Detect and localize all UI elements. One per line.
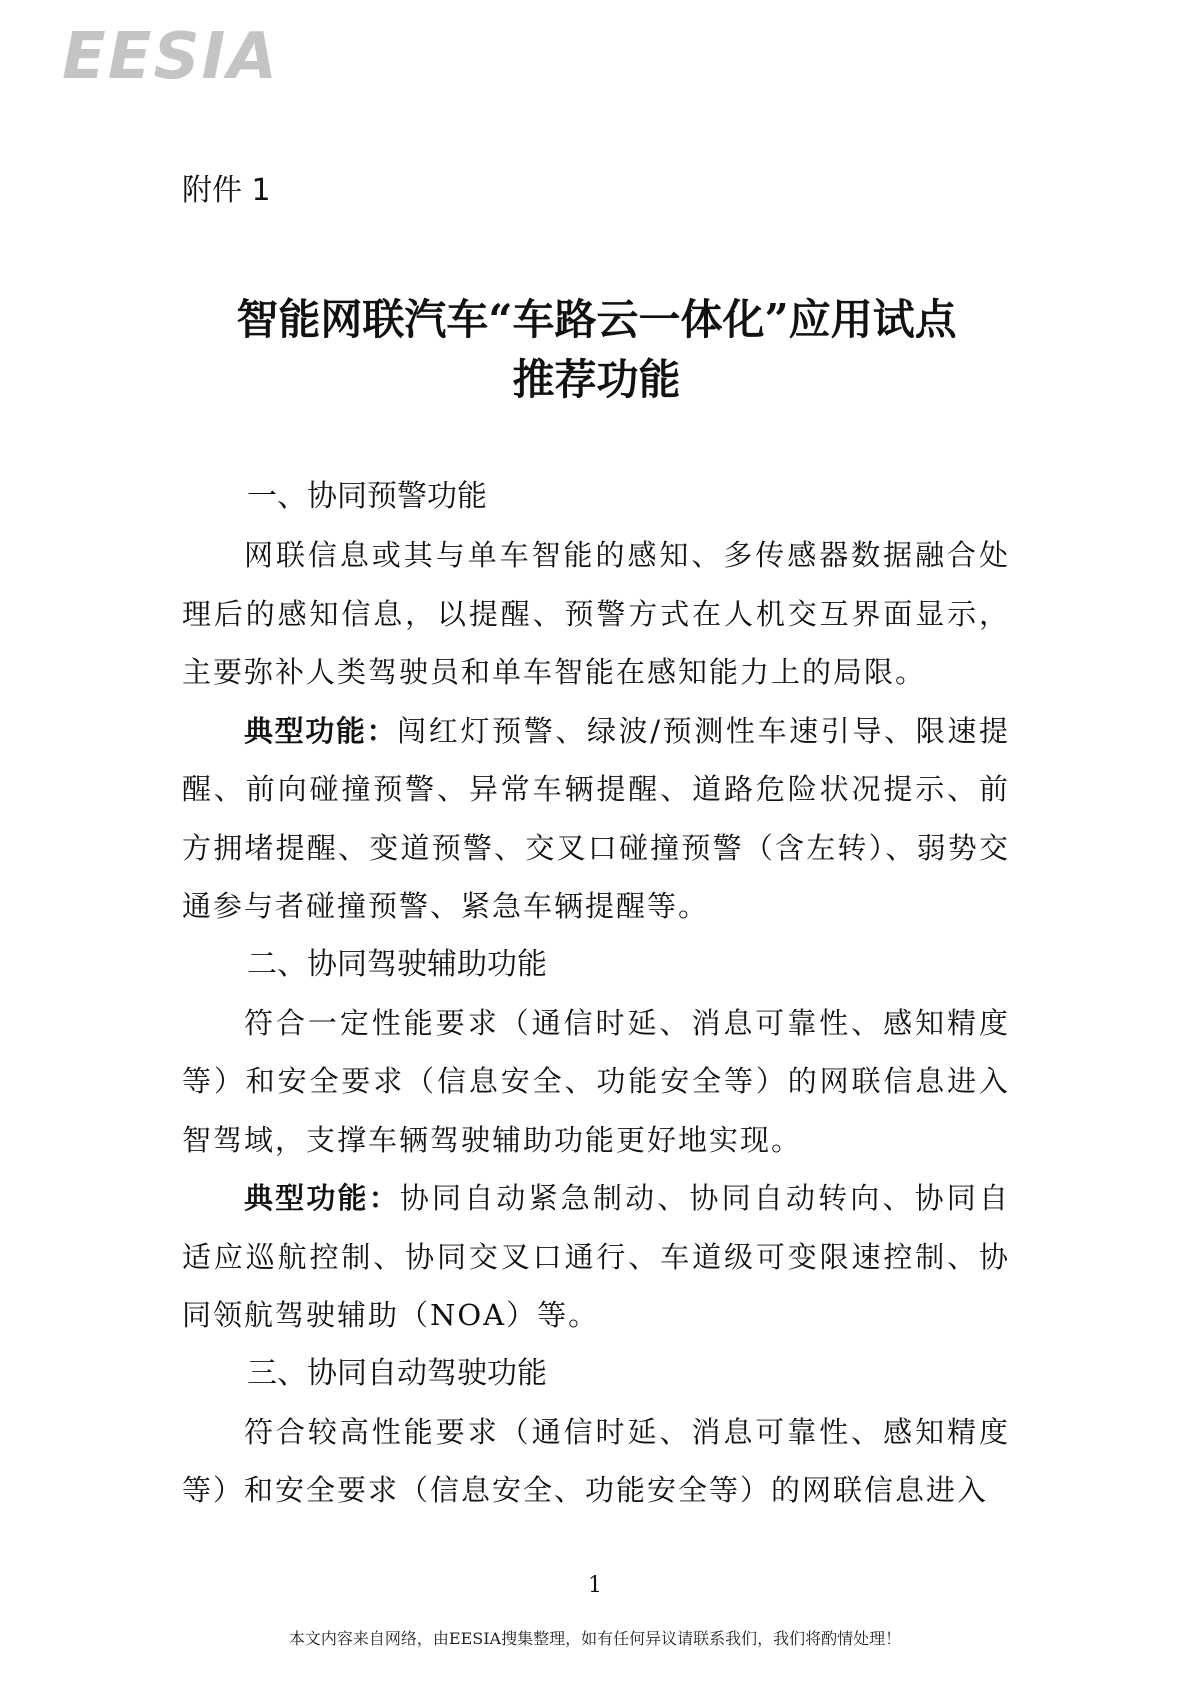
section-heading-1: 一、协同预警功能 xyxy=(247,479,487,514)
paragraph-text: 符合较高性能要求（通信时延、消息可靠性、感知精度等）和安全要求（信息安全、功能安全等）的网联信息进入 xyxy=(182,1414,1010,1507)
attachment-label: 附件 1 xyxy=(182,173,271,208)
section-3-paragraph-1 xyxy=(182,1403,1010,1520)
section-1-paragraph-1 xyxy=(182,526,1010,702)
paragraph-text: 符合一定性能要求（通信时延、消息可靠性、感知精度等）和安全要求（信息安全、功能安全等）的网联信息进入智驾域，支撑车辆驾驶辅助功能更好地实现。 xyxy=(182,1005,1010,1157)
section-heading-2: 二、协同驾驶辅助功能 xyxy=(247,946,547,982)
paragraph-text: 网联信息或其与单车智能的感知、多传感器数据融合处理后的感知信息，以提醒、预警方式在人机交互界面显示，主要弥补人类驾驶员和单车智能在感知能力上的局限。 xyxy=(182,538,1010,689)
paragraph-lead: 典型功能： xyxy=(244,1181,400,1215)
section-1-paragraph-2 xyxy=(182,702,1010,936)
footer-disclaimer: 本文内容来自网络，由EESIA搜集整理，如有任何异议请联系我们，我们将酌情处理！ xyxy=(288,1629,902,1648)
section-heading-3: 三、协同自动驾驶功能 xyxy=(247,1355,547,1391)
page-number: 1 xyxy=(588,1573,602,1598)
document-body xyxy=(182,468,1010,1520)
paragraph-text: 闯红灯预警、绿波/预测性车速引导、限速提醒、前向碰撞预警、异常车辆提醒、道路危险状况提示、前方拥堵提醒、变道预警、交叉口碰撞预警（含左转）、弱势交通参与者碰撞预警、紧急车辆提醒等。 xyxy=(182,713,1010,923)
eesia-logo: EESIA xyxy=(62,20,279,94)
paragraph-text: 协同自动紧急制动、协同自动转向、协同自适应巡航控制、协同交叉口通行、车道级可变限速控制、协同领航驾驶辅助（NOA）等。 xyxy=(182,1181,1010,1332)
section-2-paragraph-2 xyxy=(182,1169,1010,1345)
section-2-paragraph-1 xyxy=(182,994,1010,1170)
paragraph-lead: 典型功能： xyxy=(244,713,398,748)
document-title-line-1: 智能网联汽车“车路云一体化”应用试点 xyxy=(236,295,957,344)
document-title-line-2: 推荐功能 xyxy=(512,355,681,404)
